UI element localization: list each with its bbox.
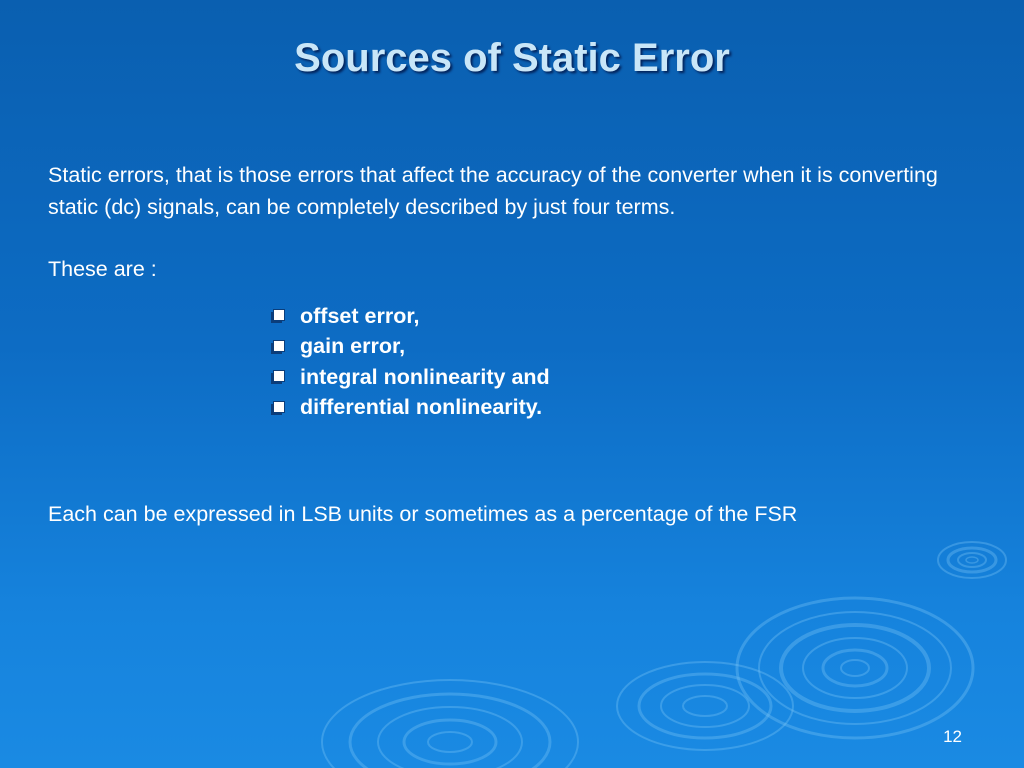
list-item <box>271 332 550 363</box>
list-item-text: gain error, <box>300 334 406 359</box>
ripple-large <box>737 598 973 738</box>
page-number: 12 <box>943 727 962 746</box>
ripple-bottom-center <box>617 662 793 750</box>
list-item <box>271 362 550 393</box>
list-item-text: differential nonlinearity. <box>300 395 543 420</box>
list-item <box>271 301 550 332</box>
intro-paragraph: Static errors, that is those errors that affect the accuracy of the converter when it is converting static (dc) signals, can be completely described by just four terms. <box>48 163 938 219</box>
checkbox-square-icon <box>271 309 285 323</box>
checkbox-square-icon <box>271 340 285 354</box>
list-item-text: offset error, <box>300 303 420 328</box>
slide-title: Sources of Static Error <box>294 36 730 80</box>
ripple-bottom-left <box>322 680 578 768</box>
error-terms-list <box>271 301 550 423</box>
checkbox-square-icon <box>271 370 285 384</box>
list-item-text: integral nonlinearity and <box>300 364 550 389</box>
these-are-label: These are : <box>48 257 157 281</box>
ripple-small <box>938 542 1006 578</box>
checkbox-square-icon <box>271 401 285 415</box>
closing-paragraph: Each can be expressed in LSB units or sometimes as a percentage of the FSR <box>48 502 798 526</box>
list-item <box>271 393 550 424</box>
